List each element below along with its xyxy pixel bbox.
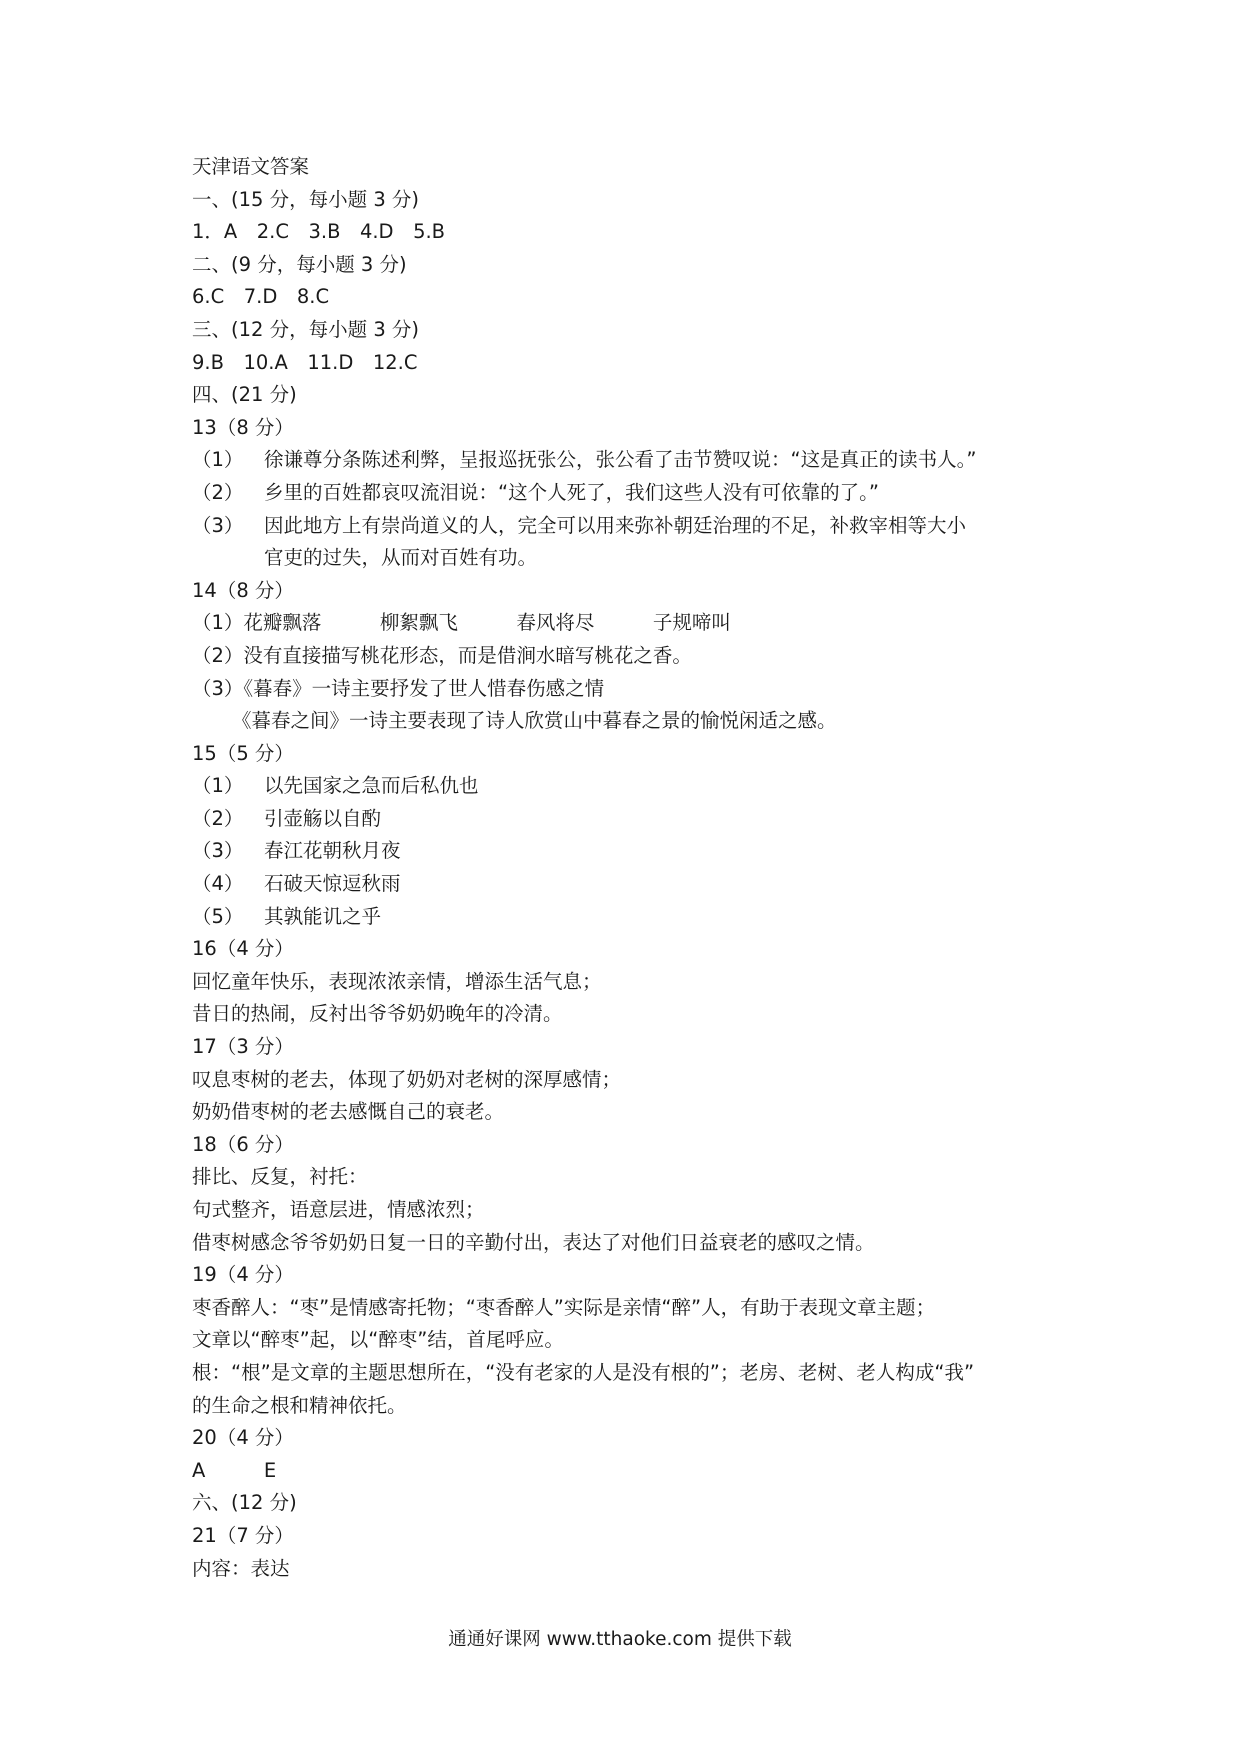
question-heading: 18（6 分）: [192, 1132, 294, 1156]
answer-line: A E: [192, 1458, 277, 1482]
item-text: 春江花朝秋月夜: [264, 839, 401, 863]
answer-line: 1．A 2.C 3.B 4.D 5.B: [192, 220, 446, 244]
answer-line: 借枣树感念爷爷奶奶日复一日的辛勤付出，表达了对他们日益衰老的感叹之情。: [192, 1230, 875, 1254]
item-text: 石破天惊逗秋雨: [264, 872, 401, 896]
section-heading: 一、(15 分，每小题 3 分): [192, 187, 420, 211]
section-heading: 二、(9 分，每小题 3 分): [192, 252, 407, 276]
answer-line: 6.C 7.D 8.C: [192, 285, 330, 309]
answer-line: 句式整齐，语意层进，情感浓烈；: [192, 1198, 485, 1221]
item-text: 因此地方上有崇尚道义的人，完全可以用来弥补朝廷治理的不足，补救宰相等大小: [264, 513, 967, 537]
answer-line: （2）没有直接描写桃花形态，而是借涧水暗写桃花之香。: [192, 643, 692, 667]
item-number: （5）: [192, 904, 244, 928]
item-number: （1）: [192, 774, 244, 798]
question-heading: 19（4 分）: [192, 1263, 294, 1287]
question-heading: 20（4 分）: [192, 1426, 294, 1450]
question-heading: 15（5 分）: [192, 741, 294, 765]
answer-content: [192, 151, 1072, 1585]
item-number: （3）: [192, 839, 244, 863]
page-title: 天津语文答案: [192, 155, 310, 178]
item-text: 其孰能讥之乎: [264, 904, 382, 928]
section-heading: 三、(12 分，每小题 3 分): [192, 317, 420, 341]
answer-item: [192, 835, 1072, 868]
item-text: 徐谦尊分条陈述利弊，呈报巡抚张公，张公看了击节赞叹说：“这是真正的读书人。”: [264, 448, 977, 472]
section-heading: 四、(21 分): [192, 383, 297, 407]
answer-item: [192, 444, 1072, 477]
answer-line: 昔日的热闹，反衬出爷爷奶奶晚年的冷清。: [192, 1002, 563, 1026]
answer-item: [192, 868, 1072, 901]
answer-line: 9.B 10.A 11.D 12.C: [192, 350, 418, 374]
answer-item: [192, 510, 1072, 543]
item-number: （2）: [192, 480, 244, 504]
item-text: 乡里的百姓都哀叹流泪说：“这个人死了，我们这些人没有可依靠的了。”: [264, 480, 879, 504]
question-heading: 17（3 分）: [192, 1035, 294, 1059]
question-heading: 21（7 分）: [192, 1523, 294, 1547]
answer-item: [192, 803, 1072, 836]
answer-line: （1）花瓣飘落 柳絮飘飞 春风将尽 子规啼叫: [192, 611, 731, 635]
question-heading: 13（8 分）: [192, 415, 294, 439]
item-text: 以先国家之急而后私仇也: [264, 774, 479, 798]
answer-line: 排比、反复，衬托：: [192, 1165, 368, 1189]
answer-line: 内容：表达: [192, 1556, 290, 1580]
item-number: （2）: [192, 806, 244, 830]
answer-item: [192, 770, 1072, 803]
item-number: （1）: [192, 448, 244, 472]
answer-line: 奶奶借枣树的老去感慨自己的衰老。: [192, 1100, 505, 1124]
question-heading: 14（8 分）: [192, 578, 294, 602]
question-heading: 16（4 分）: [192, 937, 294, 961]
item-number: （4）: [192, 872, 244, 896]
answer-line: 回忆童年快乐，表现浓浓亲情，增添生活气息；: [192, 969, 602, 993]
answer-item: [192, 477, 1072, 510]
section-heading: 六、(12 分): [192, 1491, 297, 1515]
answer-line: 的生命之根和精神依托。: [192, 1393, 407, 1417]
answer-item: [192, 901, 1072, 934]
item-continuation: 官吏的过失，从而对百姓有功。: [264, 546, 538, 570]
answer-line: 根：“根”是文章的主题思想所在，“没有老家的人是没有根的”；老房、老树、老人构成“我”: [192, 1360, 975, 1384]
answer-line: （3）《暮春》一诗主要抒发了世人惜春伤感之情: [192, 676, 605, 700]
answer-line: 《暮春之间》一诗主要表现了诗人欣赏山中暮春之景的愉悦闲适之感。: [232, 709, 837, 733]
page-footer: 通通好课网 www.tthaoke.com 提供下载: [448, 1629, 792, 1650]
item-number: （3）: [192, 513, 244, 537]
answer-line: 枣香醉人：“枣”是情感寄托物；“枣香醉人”实际是亲情“醉”人，有助于表现文章主题；: [192, 1295, 936, 1319]
answer-line: 叹息枣树的老去，体现了奶奶对老树的深厚感情；: [192, 1067, 622, 1091]
answer-line: 文章以“醉枣”起，以“醉枣”结，首尾呼应。: [192, 1328, 564, 1352]
item-text: 引壶觞以自酌: [264, 806, 382, 830]
